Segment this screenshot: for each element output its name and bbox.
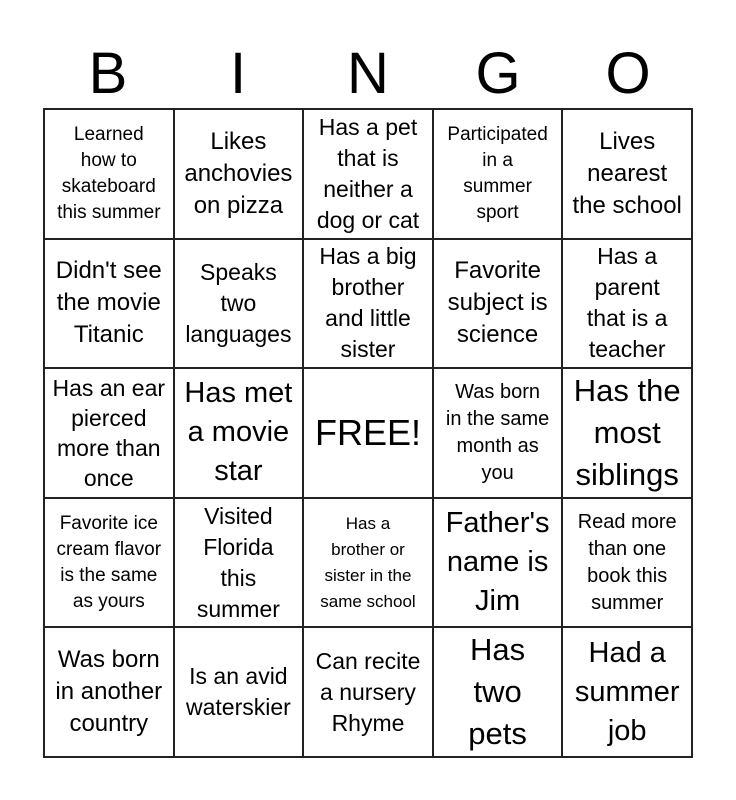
- bingo-cell-r2c5[interactable]: [562, 239, 692, 369]
- header-letter-i: I: [229, 41, 247, 106]
- bingo-cell-r5c2[interactable]: [174, 627, 304, 757]
- cell-text: Favorite ice cream flavor is the same as yours: [56, 512, 162, 612]
- cell-text: Father's name is Jim: [445, 507, 550, 618]
- bingo-cell-r1c4[interactable]: [433, 109, 563, 239]
- bingo-cell-r2c1[interactable]: [44, 239, 174, 369]
- cell-text: Is an avid waterskier: [185, 663, 291, 721]
- bingo-cell-r3c4[interactable]: [433, 368, 563, 498]
- bingo-cell-r1c1[interactable]: [44, 109, 174, 239]
- bingo-cell-r2c4[interactable]: [433, 239, 563, 369]
- cell-text: Likes anchovies on pizza: [184, 127, 293, 219]
- bingo-cell-r4c1[interactable]: [44, 498, 174, 628]
- header-letter-b: B: [88, 41, 128, 106]
- cell-text: Has the most siblings: [573, 372, 681, 492]
- cell-text: Has two pets: [468, 632, 527, 752]
- bingo-cell-r3c2[interactable]: [174, 368, 304, 498]
- header-letter-g: G: [475, 41, 521, 106]
- cell-text: Has a pet that is neither a dog or cat: [316, 113, 420, 233]
- cell-text: Lives nearest the school: [572, 127, 682, 219]
- cell-text: Had a summer job: [574, 636, 680, 747]
- cell-text: Participated in a summer sport: [447, 123, 548, 223]
- cell-text: Favorite subject is science: [447, 257, 548, 349]
- bingo-cell-r1c3[interactable]: [303, 109, 433, 239]
- cell-text: Has a brother or sister in the same school: [320, 513, 416, 611]
- bingo-board: [43, 108, 693, 758]
- bingo-cell-r4c4[interactable]: [433, 498, 563, 628]
- bingo-cell-r1c5[interactable]: [562, 109, 692, 239]
- cell-text: Has met a movie star: [184, 377, 293, 488]
- bingo-cell-r4c2[interactable]: [174, 498, 304, 628]
- cell-text: Read more than one book this summer: [577, 510, 677, 614]
- cell-text: Has a big brother and little sister: [319, 243, 417, 363]
- cell-text: Has an ear pierced more than once: [52, 374, 166, 491]
- cell-text: Didn't see the movie Titanic: [55, 257, 162, 349]
- cell-text: Has a parent that is a teacher: [586, 243, 668, 363]
- header-letter-o: O: [605, 41, 651, 106]
- bingo-cell-r5c5[interactable]: [562, 627, 692, 757]
- header-letter-n: N: [347, 41, 389, 106]
- bingo-cell-r3c1[interactable]: [44, 368, 174, 498]
- bingo-cell-r1c2[interactable]: [174, 109, 304, 239]
- bingo-cell-r5c3[interactable]: [303, 627, 433, 757]
- bingo-cell-r2c3[interactable]: [303, 239, 433, 369]
- cell-text: Learned how to skateboard this summer: [57, 123, 161, 223]
- cell-text: Was born in the same month as you: [445, 380, 550, 484]
- cell-text: Was born in another country: [55, 646, 163, 738]
- bingo-cell-r2c2[interactable]: [174, 239, 304, 369]
- bingo-cell-r4c3[interactable]: [303, 498, 433, 628]
- cell-text: Can recite a nursery Rhyme: [315, 647, 421, 736]
- cell-text: Speaks two languages: [185, 258, 292, 347]
- bingo-cell-r5c1[interactable]: [44, 627, 174, 757]
- bingo-cell-r4c5[interactable]: [562, 498, 692, 628]
- bingo-cell-r5c4[interactable]: [433, 627, 563, 757]
- bingo-header: [43, 40, 693, 108]
- bingo-cell-r3c3[interactable]: [303, 368, 433, 498]
- free-space: FREE!: [314, 411, 421, 453]
- cell-text: Visited Florida this summer: [196, 502, 280, 622]
- bingo-cell-r3c5[interactable]: [562, 368, 692, 498]
